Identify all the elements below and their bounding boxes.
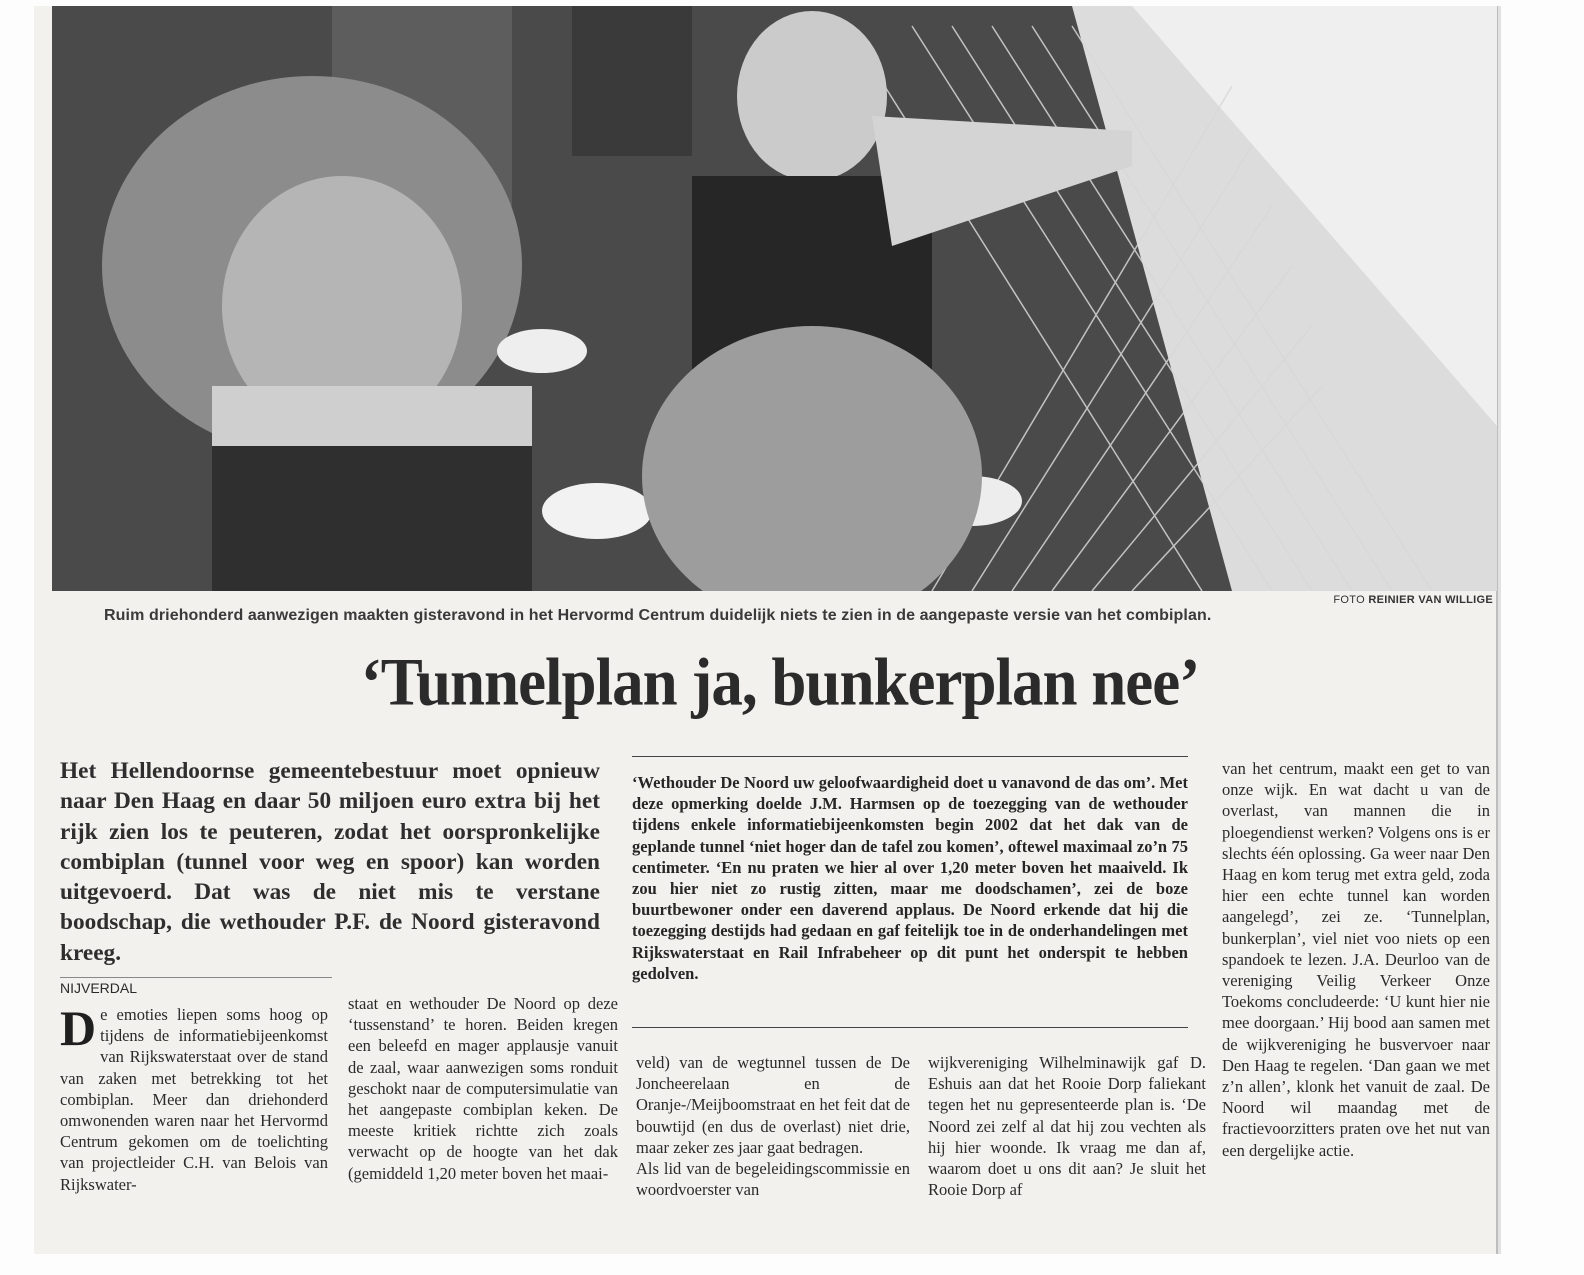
dateline-rule (60, 977, 332, 978)
column-4: wijkvereniging Wilhelminawijk gaf D. Eshuis aan dat het Rooie Dorp faliekant tegen het nu gepresenteerde plan is. ‘De Noord zei zelf al dat hij zou vechten als hij hier woonde. Ik vraag me dan af, waarom doet u ons dit aan? Je sluit het Rooie Dorp af (928, 1053, 1206, 1200)
quote-rule-bottom (632, 1027, 1188, 1028)
column-3 (636, 1052, 910, 1200)
lead-paragraph: Het Hellendoornse gemeentebestuur moet opnieuw naar Den Haag en daar 50 miljoen euro extra bij het rijk zien los te peuteren, zodat het oorspronkelijke combiplan (tunnel voor weg en spoor) kan worden uitgevoerd. Dat was de niet mis te verstane boodschap, die wethouder P.F. de Noord gisteravond kreeg. (60, 758, 600, 966)
photo-credit (1283, 594, 1493, 606)
credit-name: REINIER VAN WILLIGE (1368, 594, 1493, 606)
column-1-text: e emoties liepen soms hoog op tijdens de informatiebijeenkomst van Rijkswaterstaat over de stand van zaken met betrekking tot het combiplan. Meer dan driehonderd omwonenden waren naar het Hervormd Centrum gekomen om de toelichting van projectleider C.H. van Belois van Rijkswater- (60, 1005, 328, 1194)
column-3-text: veld) van de wegtunnel tussen de De Joncheerelaan en de Oranje-/Meijboomstraat en het feit dat de bouwtijd (en dus de overlast) niet drie, maar zeker zes jaar gaat bedragen. (636, 1053, 910, 1157)
news-photo (52, 6, 1497, 591)
photo-caption: Ruim driehonderd aanwezigen maakten gisteravond in het Hervormd Centrum duidelijk niets te zien in de aangepaste versie van het combiplan. (104, 607, 1212, 624)
credit-prefix: FOTO (1333, 594, 1365, 606)
column-3-text-b: Als lid van de begeleidingscommissie en woordvoerster van (636, 1159, 910, 1200)
pull-quote: ‘Wethouder De Noord uw geloofwaardigheid doet u vanavond de das om’. Met deze opmerking doelde J.M. Harmsen op de toezegging van de wethouder tijdens enkele informatiebijeenkomsten begin 2002 dat het dak van de geplande tunnel ‘niet hoger dan de tafel zou komen’, oftewel maximaal zo’n 75 centimeter. ‘En nu praten we hier al over 1,20 meter boven het maaiveld. Ik zou hier niet zo rustig zitten, maar me doodschamen’, zei de boze buurtbewoner onder een daverend applaus. De Noord erkende dat hij die toezegging destijds had gedaan en gaf feitelijk toe in de onderhandelingen met Rijkswaterstaat en Rail Infrabeheer op dit punt het onderspit te hebben gedolven. (632, 773, 1188, 983)
column-1 (60, 1000, 328, 1195)
column-5: van het centrum, maakt een get to van onze wijk. En wat dacht u van de overlast, van mannen die in ploegendienst werken? Volgens ons is er slechts één oplossing. Ga weer naar Den Haag en kom terug met extra geld, zoda hier een echte tunnel kan worden aangelegd’, zei ze. ‘Tunnelplan, bunkerplan’, viel niet voo niets op een spandoek te lezen. J.A. Deurloo van de vereniging Veilig Verkeer Onze Toekoms concludeerde: ‘U kunt hier nie mee doorgaan.’ Hij bood aan samen met de wijkvereniging he busvervoer naar Den Haag te regelen. ‘Dan gaan we met z’n allen’, klonk het vanuit de zaal. De Noord wil maandag met de fractievoorzitters praten ove het nut van een dergelijke actie. (1222, 759, 1490, 1160)
dropcap: D (60, 1000, 97, 1056)
column-2: staat en wethouder De Noord op deze ‘tussenstand’ te horen. Beiden kregen een beleefd en mager applausje vanuit de zaal, waar aanwezigen soms ronduit geschokt naar de computersimulatie van het aangepaste combiplan keken. De meeste kritiek richtte zich zoals verwacht op de hoogte van het dak (gemiddeld 1,20 meter boven het maai- (348, 994, 618, 1183)
photo-illustration (52, 6, 1497, 591)
dateline: NIJVERDAL (60, 980, 138, 996)
quote-rule-top (632, 756, 1188, 757)
headline: ‘Tunnelplan ja, bunkerplan nee’ (360, 644, 1200, 720)
